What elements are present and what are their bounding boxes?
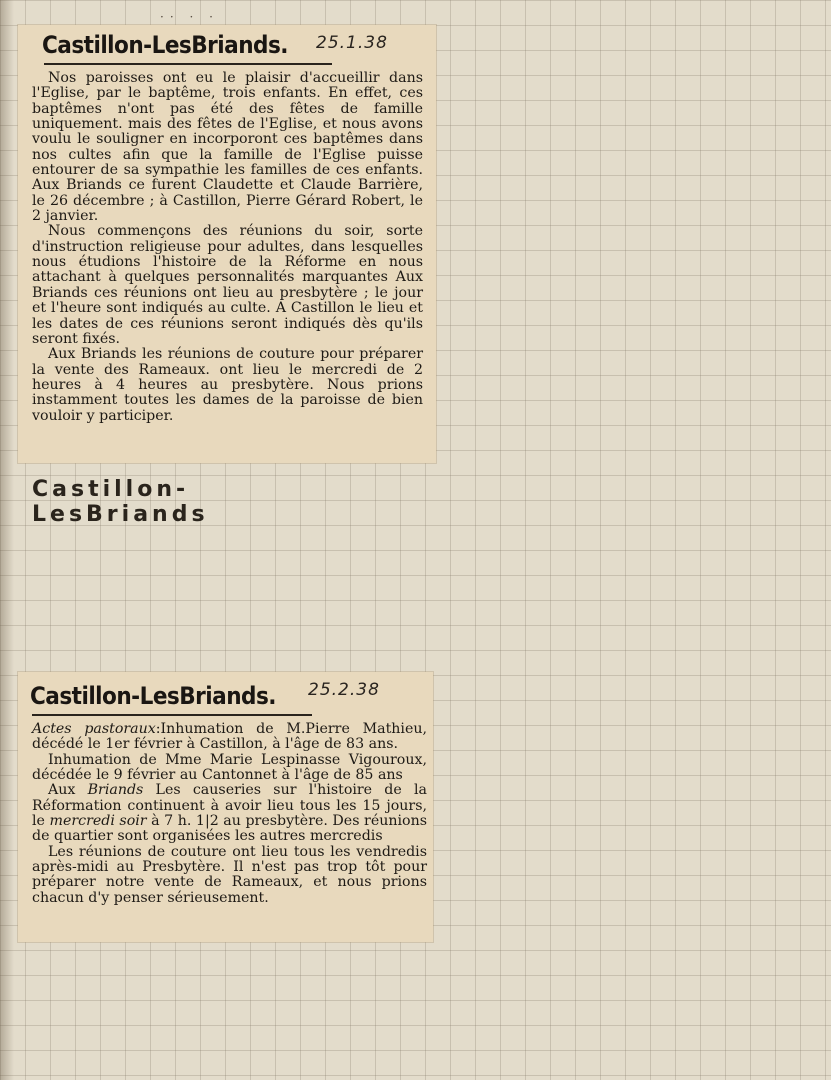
clipping-title: Castillon-LesBriands. (30, 682, 276, 710)
paragraph-inhumation: Inhumation de Mme Marie Lespinasse Vigouroux, décédée le 9 février au Cantonnet à l'âge de 85 ans (32, 751, 427, 784)
paragraph-actes: Actes pastoraux:Inhumation de M.Pierre Mathieu, décédé le 1er février à Castillon, à l'âge de 83 ans. (32, 721, 427, 753)
title-underline (32, 714, 312, 716)
newspaper-clipping-january (18, 25, 436, 527)
paragraph-causeries: Aux Briands Les causeries sur l'histoire de la Réformation continuent à avoir lieu tous les 15 jours, le mercredi soir à 7 h. 1|2 au presbytère. Des réunions de quartier sont organisées les autres mercredis (32, 782, 427, 845)
notebook-edge-shadow (0, 0, 14, 1080)
paragraph-reunions-soir: Nous commençons des réunions du soir, sorte d'instruction religieuse pour adultes, dans lesquelles nous étudions l'histoire de la Réforme en nous attachant à quelques personnalités marquantes Aux Briands ces réunions ont lieu au presbytère ; le jour et l'heure sont indiqués au culte. A Castillon le lieu et les dates de ces réunions seront indiqués dès qu'ils seront fixés. (32, 223, 423, 347)
actes-label: Actes pastoraux (32, 721, 156, 737)
clipping-body (32, 722, 427, 906)
paragraph-baptemes: Nos paroisses ont eu le plaisir d'accueillir dans l'Eglise, par le baptême, trois enfants. En effet, ces baptêmes n'ont pas été des fêtes de famille uniquement. mais des fêtes de l'Eglise, et nous avons voulu le souligner en incorporont ces baptêmes dans nos cultes afin que la famille de l'Eglise puisse entourer de sa sympathie les familles de ces enfants. Aux Briands ce furent Claudette et Claude Barrière, le 26 décembre ; à Castillon, Pierre Gérard Robert, le 2 janvier. (32, 70, 423, 225)
title-underline (44, 63, 332, 65)
handwritten-date: 25.2.38 (308, 680, 380, 700)
clipping-title: Castillon-LesBriands. (42, 31, 288, 59)
torn-text-fragment: ·· · · (160, 10, 219, 24)
paragraph-couture: Aux Briands les réunions de couture pour préparer la vente des Rameaux. ont lieu le mercredi de 2 heures à 4 heures au presbytère. Nous prions instamment toutes les dames de la paroisse de bien vouloir y participer. (32, 346, 423, 424)
paragraph-couture: Les réunions de couture ont lieu tous les vendredis après-midi au Presbytère. Il n'est pas trop tôt pour préparer notre vente de Rameaux, et nous prions chacun d'y penser sérieusement. (32, 843, 427, 906)
handwritten-date: 25.1.38 (316, 33, 388, 53)
cut-off-next-heading: Castillon-LesBriands (32, 477, 209, 527)
clipping-body (32, 71, 423, 424)
newspaper-clipping-february (18, 672, 433, 942)
